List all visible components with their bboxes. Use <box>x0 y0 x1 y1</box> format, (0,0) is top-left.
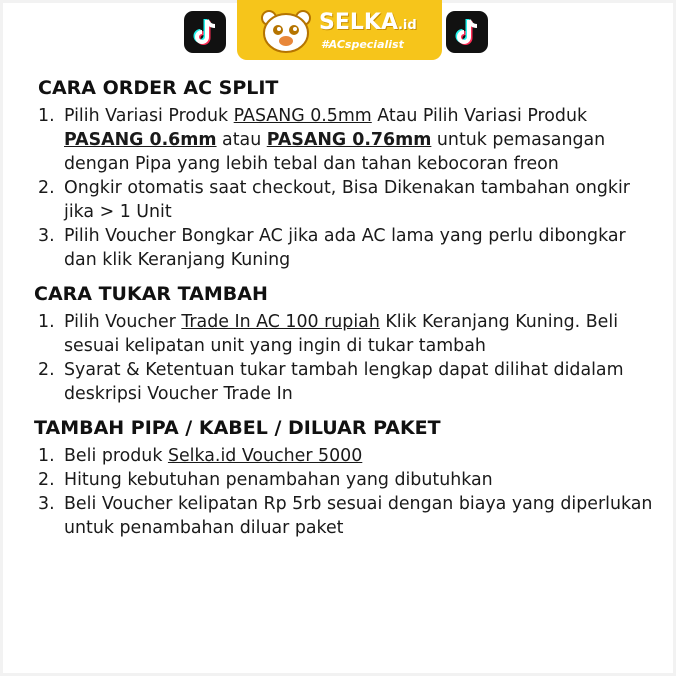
list-number: 1. <box>38 106 55 126</box>
step-list <box>34 310 654 406</box>
list-item <box>34 310 654 358</box>
list-item <box>34 176 654 224</box>
section-cara-tukar-tambah <box>34 282 654 406</box>
section-tambah-pipa <box>34 416 654 540</box>
item-text: Pilih Voucher Bongkar AC jika ada AC lama yang perlu dibongkar dan klik Keranjang Kuning <box>64 226 626 270</box>
variant-pasang-06-link: PASANG 0.6mm <box>64 130 217 150</box>
list-number: 1. <box>38 312 55 332</box>
item-text: Pilih Variasi Produk <box>64 106 234 126</box>
bear-mascot-icon <box>259 8 313 54</box>
list-number: 3. <box>38 226 55 246</box>
list-number: 1. <box>38 446 55 466</box>
header-banner <box>0 0 676 62</box>
item-text: Ongkir otomatis saat checkout, Bisa Dikenakan tambahan ongkir jika > 1 Unit <box>64 178 630 222</box>
section-title: CARA ORDER AC SPLIT <box>38 77 279 99</box>
item-text: Beli produk <box>64 446 168 466</box>
step-list <box>34 104 654 272</box>
list-item <box>34 444 654 468</box>
item-text: Syarat & Ketentuan tukar tambah lengkap dapat dilihat didalam deskripsi Voucher Trade In <box>64 360 624 404</box>
list-item <box>34 358 654 406</box>
brand-logo-tab <box>237 0 442 60</box>
section-title: CARA TUKAR TAMBAH <box>34 283 268 305</box>
item-text: untuk pemasangan dengan Pipa yang lebih tebal dan tahan kebocoran freon <box>64 130 606 174</box>
list-item <box>34 104 654 176</box>
brand-name: SELKA.id <box>319 10 417 35</box>
voucher-5000-link: Selka.id Voucher 5000 <box>167 446 363 466</box>
list-number: 2. <box>38 360 55 380</box>
list-number: 2. <box>38 178 55 198</box>
list-item <box>34 468 654 492</box>
list-number: 2. <box>38 470 55 490</box>
item-text: Atau Pilih Variasi Produk <box>371 106 588 126</box>
instructions-content <box>34 76 654 550</box>
variant-pasang-076-link: PASANG 0.76mm <box>266 130 432 150</box>
step-list <box>34 444 654 540</box>
brand-tagline: #ACspecialist <box>321 38 404 51</box>
section-title: TAMBAH PIPA / KABEL / DILUAR PAKET <box>34 417 441 439</box>
tiktok-icon <box>184 11 226 53</box>
item-text: Klik Keranjang Kuning. Beli sesuai kelipatan unit yang ingin di tukar tambah <box>64 312 619 356</box>
item-text: Pilih Voucher <box>64 312 182 332</box>
item-text: Hitung kebutuhan penambahan yang dibutuhkan <box>64 470 493 490</box>
section-cara-order <box>34 76 654 272</box>
item-text: Beli Voucher kelipatan Rp 5rb sesuai dengan biaya yang diperlukan untuk penambahan diluar paket <box>64 494 653 538</box>
list-number: 3. <box>38 494 55 514</box>
variant-pasang-05-link: PASANG 0.5mm <box>233 106 372 126</box>
voucher-trade-in-link: Trade In AC 100 rupiah <box>181 312 380 332</box>
list-item <box>34 224 654 272</box>
item-text: atau <box>216 130 267 150</box>
tiktok-icon <box>446 11 488 53</box>
list-item <box>34 492 654 540</box>
